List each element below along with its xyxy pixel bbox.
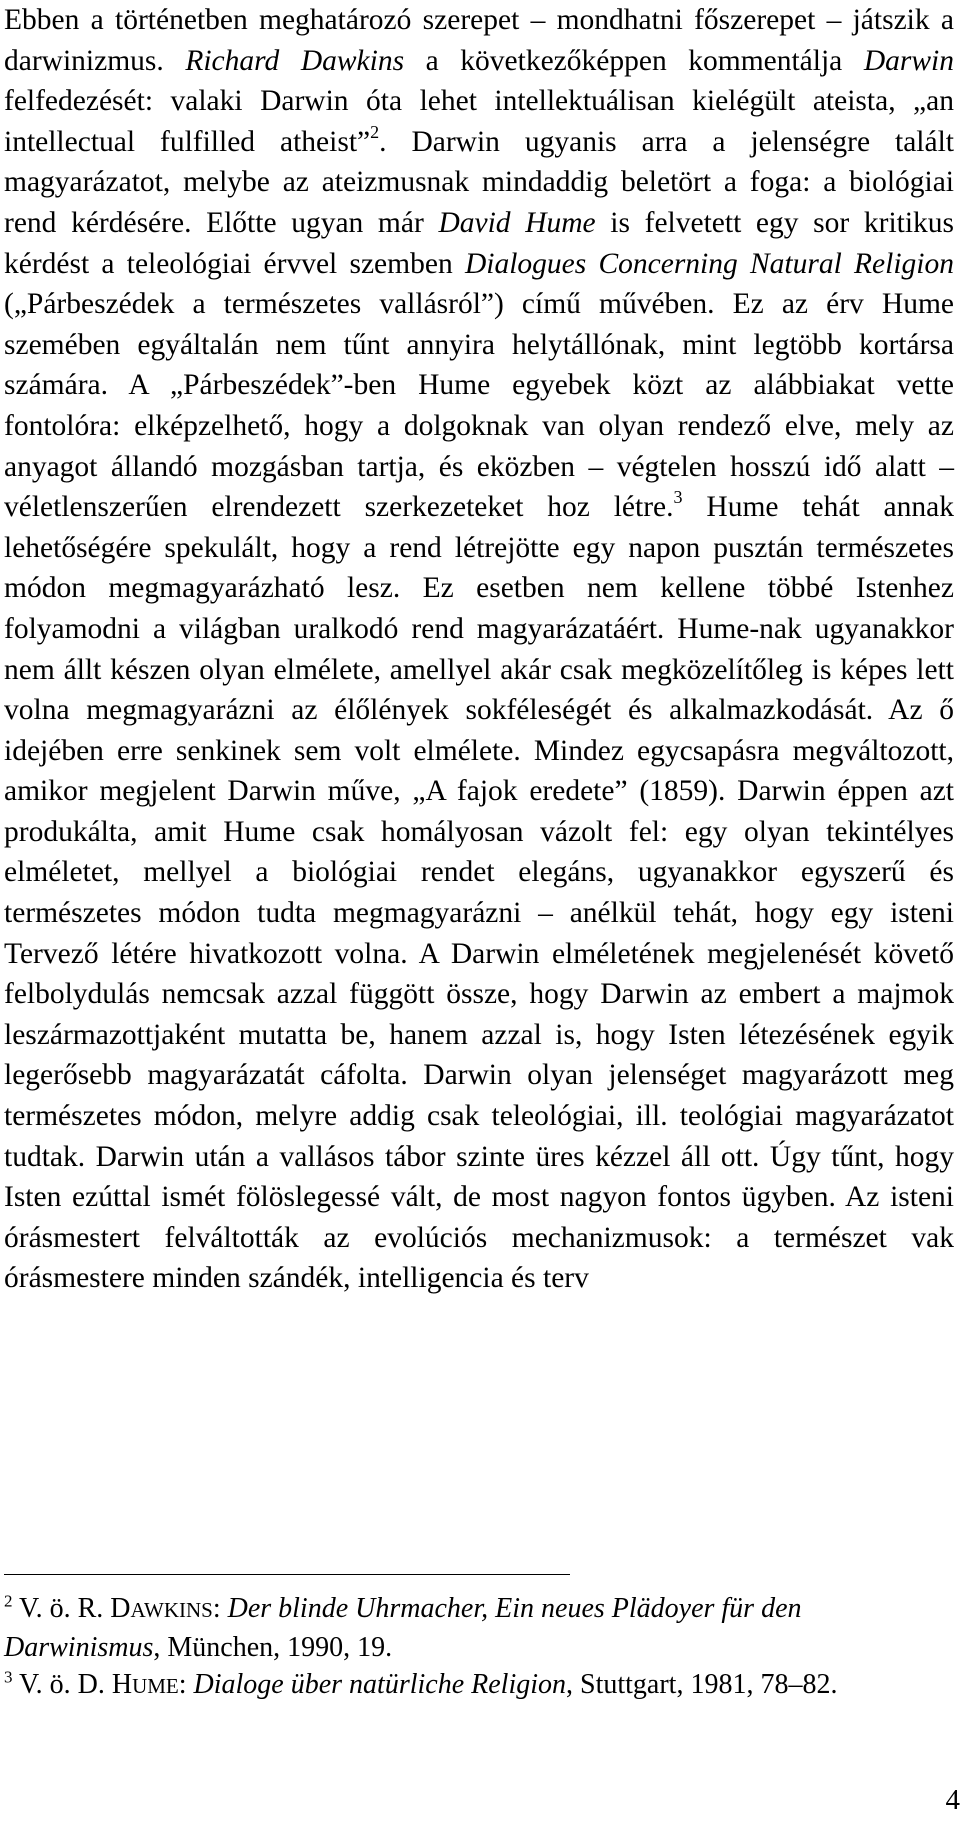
footnote-details: , München, 1990, 19. <box>153 1632 393 1663</box>
footnote-prefix: V. ö. D. <box>12 1669 112 1700</box>
author-name-hume: David Hume <box>438 206 596 239</box>
footnote-number: 2 <box>4 1591 13 1611</box>
footnote-ref-3[interactable]: 3 <box>673 487 683 508</box>
footnotes <box>4 1590 954 1705</box>
footnote-3 <box>4 1666 954 1705</box>
book-title-dialogues: Dialogues Concerning Natural Religion <box>464 247 954 280</box>
footnote-title: Dialoge über natürliche Religion <box>193 1669 567 1700</box>
text-segment: Ebben a történetben meghatározó szerepet – mondhatni főszerepet – játszik a darwinizmus. <box>4 4 954 77</box>
footnote-title: Der blinde Uhrmacher, Ein neues Plädoyer für den Darwinismus <box>4 1593 802 1663</box>
footnote-number: 3 <box>4 1667 13 1687</box>
footnote-divider <box>4 1574 570 1575</box>
author-initial: H <box>111 1669 133 1700</box>
text-segment: Hume tehát annak lehetőségére spekulált, hogy a rend létrejötte egy napon pusztán természetes módon megmagyarázható lesz. Ez esetben nem kellene többé Istenhez folyamodni a világban uralkodó rend magyarázatáért. Hume-nak ugyanakkor nem állt készen olyan elmélete, amellyel akár csak megközelítőleg is képes lett volna megmagyarázni az élőlények sokféleségét és alkalmazkodását. Az ő idejében erre senkinek sem volt elmélete. Mindez egycsapásra megváltozott, amikor megjelent Darwin műve, „A fajok eredete” (1859). Darwin éppen azt produkálta, amit Hume csak homályosan vázolt fel: egy olyan tekintélyes elméletet, mellyel a biológiai rendet elegáns, ugyanakkor egyszerű és természetes módon tudta megmagyarázni – anélkül tehát, hogy egy isteni Tervező létére hivatkozott volna. A Darwin elméletének megjelenését követő felbolydulás nemcsak azzal függött össze, hogy Darwin az embert a majmok leszármazottjaként mutatta be, hanem azzal is, hogy Isten létezésének egyik legerősebb magyarázatát cáfolta. Darwin olyan jelenséget magyarázott meg természetes módon, melyre addig csak teleológiai, ill. teológiai magyarázatot tudtak. Darwin után a vallásos tábor szinte üres kézzel áll ott. Úgy tűnt, hogy Isten ezúttal ismét fölöslegessé vált, de most nagyon fontos ügyben. Az isteni órásmestert felváltották az evolúciós mechanizmusok: a természet vak órásmestere minden szándék, intelligencia és terv <box>4 491 954 1295</box>
page-number: 4 <box>945 1784 960 1816</box>
author-smallcaps: UME <box>132 1674 179 1698</box>
text-segment: . Darwin ugyanis arra a jelenségre talált magyarázatot, melybe az ateizmusnak mindaddig beletört a foga: a biológiai rend kérdésére. Előtte ugyan már <box>4 125 954 239</box>
text-segment: a következőképpen kommentálja <box>404 44 864 77</box>
footnote-colon: : <box>178 1669 194 1700</box>
author-smallcaps: AWKINS <box>130 1598 213 1622</box>
footnote-prefix: V. ö. R. <box>12 1593 111 1624</box>
footnote-ref-2[interactable]: 2 <box>370 121 380 142</box>
footnote-2 <box>4 1590 954 1666</box>
text-segment: felfedezését: valaki Darwin óta lehet intellektuálisan kielégült ateista, „an intellectual fulfilled atheist” <box>4 85 954 158</box>
body-paragraph <box>4 0 954 1299</box>
footnote-details: , Stuttgart, 1981, 78–82. <box>566 1669 838 1700</box>
author-name-darwin: Darwin <box>863 44 954 77</box>
text-segment: („Párbeszédek a természetes vallásról”) című művében. Ez az érv Hume szemében egyáltalán nem tűnt annyira helytállónak, mint legtöbb kortársa számára. A „Párbeszédek”-ben Hume egyebek közt az alábbiakat vette fontolóra: elképzelhető, hogy a dolgoknak van olyan rendező elve, mely az anyagot állandó mozgásban tartja, és eközben – végtelen hosszú idő alatt – véletlenszerűen elrendezett szerkezeteket hoz létre. <box>4 288 954 524</box>
footnote-colon: : <box>212 1593 228 1624</box>
text-segment: is felvetett egy sor kritikus kérdést a teleológiai érvvel szemben <box>4 206 955 280</box>
author-name-dawkins: Richard Dawkins <box>185 44 405 77</box>
author-initial: D <box>110 1593 131 1624</box>
